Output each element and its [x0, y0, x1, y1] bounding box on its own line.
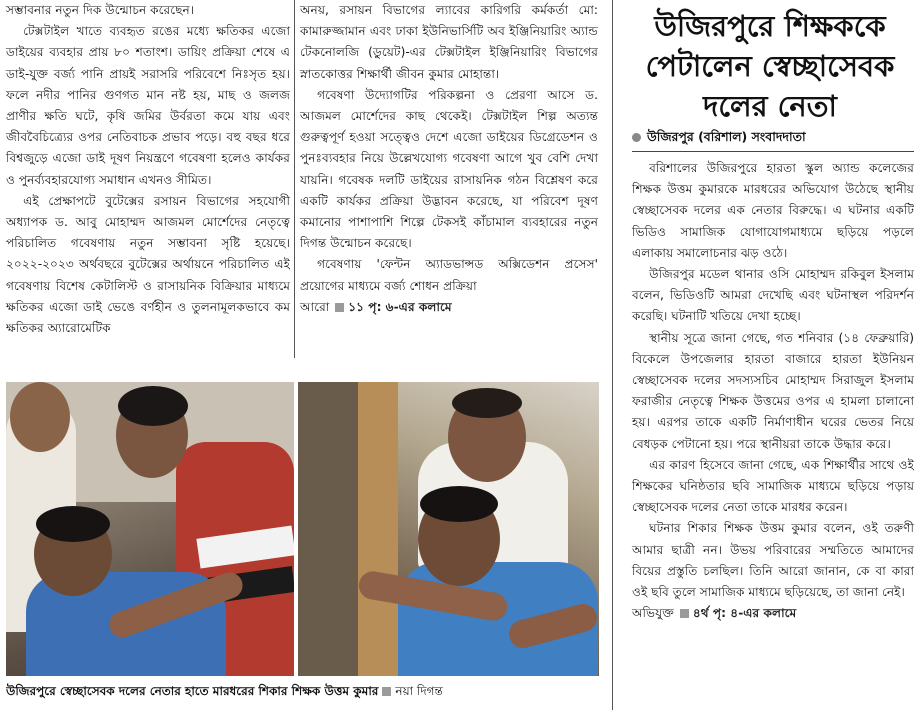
paragraph: ঘটনার শিকার শিক্ষক উত্তম কুমার বলেন, ওই তরুণী আমার ছাত্রী নন। উভয় পরিবারের সম্মতিতে আমাদের বিয়ের প্রস্তুতি চলছিল। তিনি আরো জানান, কে বা কারা ওই ছবি তুলে সামাজিক মাধ্যমে ছড়িয়েছে, তা জানা নেই। [632, 521, 914, 600]
teacher-hair [36, 506, 110, 542]
square-marker-icon [680, 609, 689, 618]
column-divider [612, 0, 613, 710]
paragraph: সম্ভাবনার নতুন দিক উন্মোচন করেছেন। [6, 3, 195, 17]
paragraph: টেক্সটাইল খাতে ব্যবহৃত রঙের মধ্যে ক্ষতিকর এজো ডাইয়ের ব্যবহার প্রায় ৮০ শতাংশ। ডায়িং প্রক্রিয়া শেষে এ ডাই-যুক্ত বর্জ্য পানি প্রায়ই সরাসরি পরিবেশে নিঃসৃত হয়। ফলে নদীর পানির গুণগত মান নষ্ট হয়, মাছ ও জলজ প্রাণীর ক্ষতি ঘটে, কৃষি জমির উর্বরতা কমে যায় এবং জীববৈচিত্র্যের ওপর নেতিবাচক প্রভাব পড়ে। বহু বছর ধরে বিশ্বজুড়ে এজো ডাই দূষণ নিয়ন্ত্রণে গবেষণা হলেও কার্যকর ও পুনর্ব্যবহারযোগ্য সমাধান এখনও সীমিত। [6, 24, 290, 187]
paragraph: উজিরপুর মডেল থানার ওসি মোহাম্মদ রকিবুল ইসলাম বলেন, ভিডিওটি আমরা দেখেছি এবং ঘটনাস্থল পরিদর্শন করেছি। ঘটনাটি খতিয়ে দেখা হচ্ছে। [632, 267, 914, 324]
byline-divider [632, 151, 914, 152]
paragraph: এর কারণ হিসেবে জানা গেছে, এক শিক্ষার্থীর সাথে ওই শিক্ষকের ঘনিষ্ঠতার ছবি সামাজিক মাধ্যমে ছড়িয়ে পড়ায় স্বেচ্ছাসেবক দলের নেতা তাকে মারধর করেন। [632, 457, 914, 515]
square-marker-icon [382, 687, 391, 696]
byline-text: উজিরপুর (বরিশাল) সংবাদদাতা [647, 129, 806, 144]
photo-source: নয়া দিগন্ত [395, 684, 443, 698]
person-hair [118, 386, 188, 426]
continuation-line [632, 603, 914, 624]
continuation-line [300, 297, 598, 318]
paragraph: অনয়, রসায়ন বিভাগের ল্যাবের কারিগরি কর্মকর্তা মো: কামারুজ্জামান এবং ঢাকা ইউনিভার্সিটি অব ইঞ্জিনিয়ারিং অ্যান্ড টেকনোলজি (ডুয়েট)-এর টেক্সটাইল ইঞ্জিনিয়ারিং বিভাগের স্নাতকোত্তর শিক্ষার্থী জীবন কুমার মোহান্তা। [300, 3, 598, 81]
article-column-2 [300, 0, 598, 318]
article-column-3 [632, 158, 914, 624]
dark-wall [298, 382, 358, 676]
photo-caption [6, 683, 606, 705]
teacher-hair [420, 486, 498, 522]
article-column-1 [6, 0, 290, 339]
column-divider [294, 0, 295, 358]
continuation-word: আরো [300, 299, 330, 314]
continuation-word: অভিযুক্ত [632, 606, 674, 621]
jump-reference[interactable] [333, 300, 451, 314]
byline [632, 129, 916, 149]
paragraph: গবেষণা উদ্যোগটির পরিকল্পনা ও প্রেরণা আসে ড. আজমল মোর্শেদের কাছ থেকেই। টেক্সটাইল শিল্প অত্যন্ত গুরুত্বপূর্ণ হওয়া সত্ত্বেও দেশে এজো ডাইয়ের ডিগ্রেডেশন ও পুনঃব্যবহার নিয়ে উল্লেখযোগ্য গবেষণা আগে খুব বেশি দেখা যায়নি। গবেষক দলটি ডাইয়ের রাসায়নিক গঠন বিশ্লেষণ করে একটি কার্যকর প্রক্রিয়া উদ্ভাবন করেছে, যা পরিবেশ দূষণ কমানোর পাশাপাশি শিল্পে টেকসই কাঁচামাল ব্যবহারের নতুন দিগন্ত উন্মোচন করেছে। [300, 87, 598, 251]
bullet-icon [632, 133, 641, 142]
caption-text: উজিরপুরে স্বেচ্ছাসেবক দলের নেতার হাতে মারধরের শিকার শিক্ষক উত্তম কুমার [6, 684, 379, 698]
paragraph: এই প্রেক্ষাপটে বুটেক্সের রসায়ন বিভাগের সহযোগী অধ্যাপক ড. আবু মোহাম্মদ আজমল মোর্শেদের নেতৃত্বে পরিচালিত গবেষণায় নতুন সম্ভাবনা সৃষ্টি হয়েছে। ২০২২-২০২৩ অর্থবছরে বুটেক্সের অর্থায়নে পরিচালিত এই গবেষণায় বিশেষ কেটালিস্ট ও রাসায়নিক বিক্রিয়ার মাধ্যমে ক্ষতিকর এজো ডাই ভেঙে বর্ণহীন ও তুলনামূলকভাবে কম ক্ষতিকর অ্যারোমেটিক [6, 193, 290, 336]
jump-reference-text: ৪র্থ পৃ: ৪-এর কলামে [692, 606, 797, 621]
jump-reference-text: ১১ পৃ: ৬-এর কলামে [348, 299, 452, 314]
bystander-head [10, 382, 70, 452]
wooden-post [358, 382, 398, 676]
headline[interactable]: উজিরপুরে শিক্ষককে পেটালেন স্বেচ্ছাসেবক দলের নেতা [645, 9, 895, 123]
news-photo-right [298, 382, 599, 676]
man-hair [452, 388, 522, 418]
paragraph: বরিশালের উজিরপুরে হারতা স্কুল অ্যান্ড কলেজের শিক্ষক উত্তম কুমারকে মারধরের অভিযোগ উঠেছে স্থানীয় স্বেচ্ছাসেবক দলের এক নেতার বিরুদ্ধে। এ ঘটনার একটি ভিডিও সামাজিক যোগাযোগমাধ্যমে ছড়িয়ে পড়লে এলাকায় সমালোচনার ঝড় ওঠে। [632, 161, 914, 260]
jump-reference[interactable] [678, 606, 796, 620]
paragraph: গবেষণায় 'ফেন্টন অ্যাডভান্সড অক্সিডেশন প্রসেস' প্রয়োগের মাধ্যমে বর্জ্য শোধন প্রক্রিয়া [300, 257, 598, 293]
paragraph: স্থানীয় সূত্রে জানা গেছে, গত শনিবার (১৪ ফেব্রুয়ারি) বিকেলে উপজেলার হারতা বাজারে হারতা ইউনিয়ন স্বেচ্ছাসেবক দলের সদস্যসচিব মোহাম্মদ সিরাজুল ইসলাম ফরাজীর নেতৃত্বে শিক্ষক উত্তমের ওপর এ হামলা চালানো হয়। এরপর তাকে একটি নির্মাণাধীন ঘরের ভেতর নিয়ে বেধড়ক পেটানো হয়। পরে স্থানীয়রা তাকে উদ্ধার করে। [632, 330, 914, 451]
square-marker-icon [335, 303, 344, 312]
news-photo-left [6, 382, 294, 676]
